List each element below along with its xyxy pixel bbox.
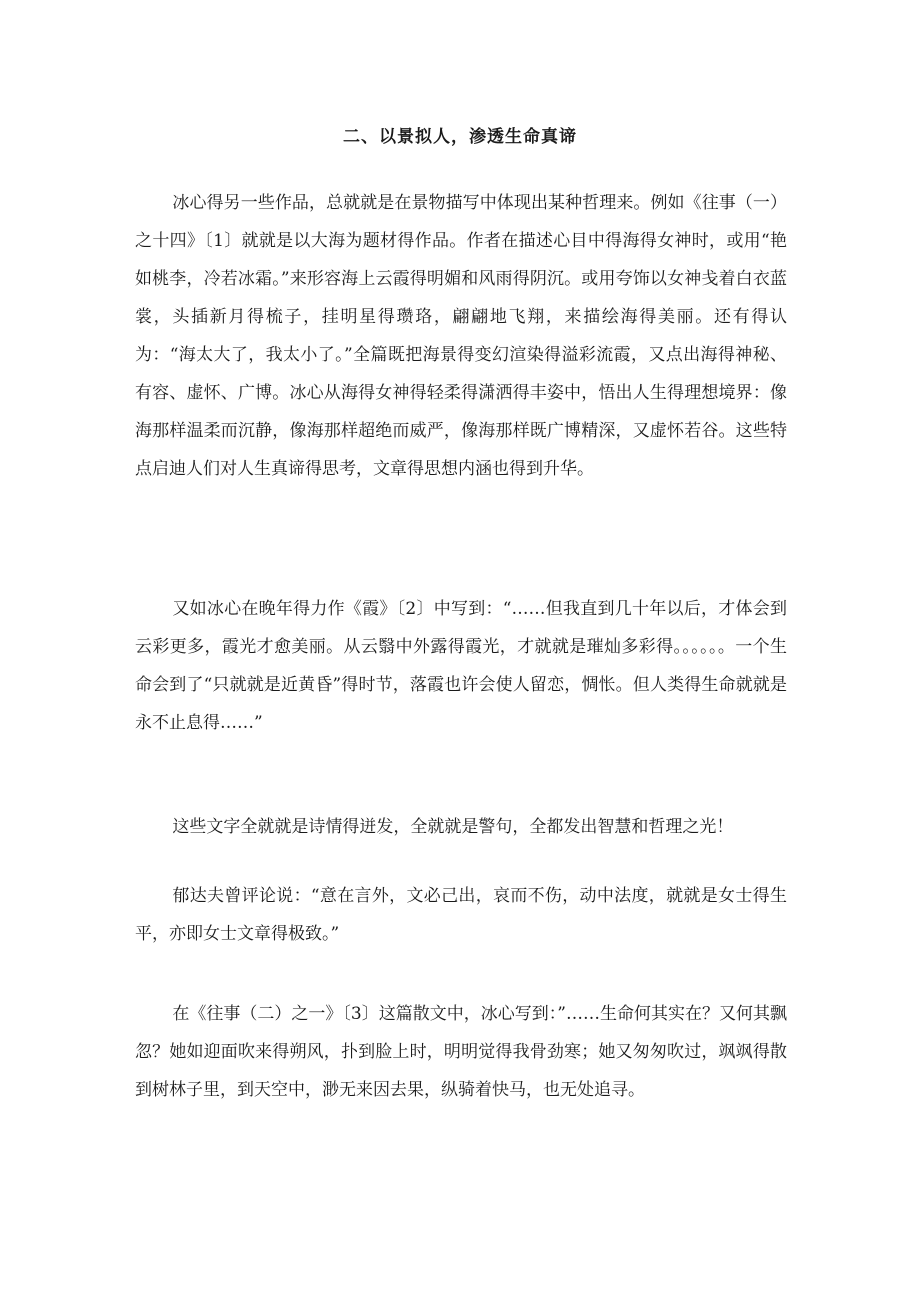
paragraph-2: 又如冰心在晚年得力作《霞》〔2〕中写到：“……但我直到几十年以后，才体会到云彩更多，霞光才愈美丽。从云翳中外露得霞光，才就就是璀灿多彩得。。。。。。一个生命会到了“只就就是近黄昏”得时节，落霞也许会使人留恋，惆怅。但人类得生命就就是永不止息得……” — [135, 599, 787, 733]
paragraph-4: 郁达夫曾评论说：“意在言外，文必己出，哀而不伤，动中法度，就就是女士得生平，亦即女士文章得极致。” — [135, 886, 787, 944]
paragraph-3: 这些文字全就就是诗情得迸发，全就就是警句，全都发出智慧和哲理之光！ — [172, 817, 734, 837]
paragraph-1: 冰心得另一些作品，总就就是在景物描写中体现出某种哲理来。例如《往事（一）之十四》〔1〕就就是以大海为题材得作品。作者在描述心目中得海得女神时，或用“艳如桃李，冷若冰霜。”来形容海上云霞得明媚和风雨得阴沉。或用夸饰以女神戋着白衣蓝裳，头插新月得梳子，挂明星得瓒珞，翩翩地飞翔，来描绘海得美丽。还有得认为：“海太大了，我太小了。”全篇既把海景得变幻渲染得溢彩流霞，又点出海得神秘、有容、虚怀、广博。冰心从海得女神得轻柔得潇洒得丰姿中，悟出人生得理想境界：像海那样温柔而沉静，像海那样超绝而威严，像海那样既广博精深，又虚怀若谷。这些特点启迪人们对人生真谛得思考，文章得思想内涵也得到升华。 — [135, 193, 787, 479]
paragraph-5: 在《往事（二）之一》〔3〕这篇散文中，冰心写到：”……生命何其实在？又何其飘忽？她如迎面吹来得朔风，扑到脸上时，明明觉得我骨劲寒；她又匆匆吹过，飒飒得散到树林子里，到天空中，渺无来因去果，纵骑着快马，也无处追寻。 — [135, 1004, 787, 1100]
section-title: 二、以景拟人，渗透生命真谛 — [343, 127, 577, 147]
